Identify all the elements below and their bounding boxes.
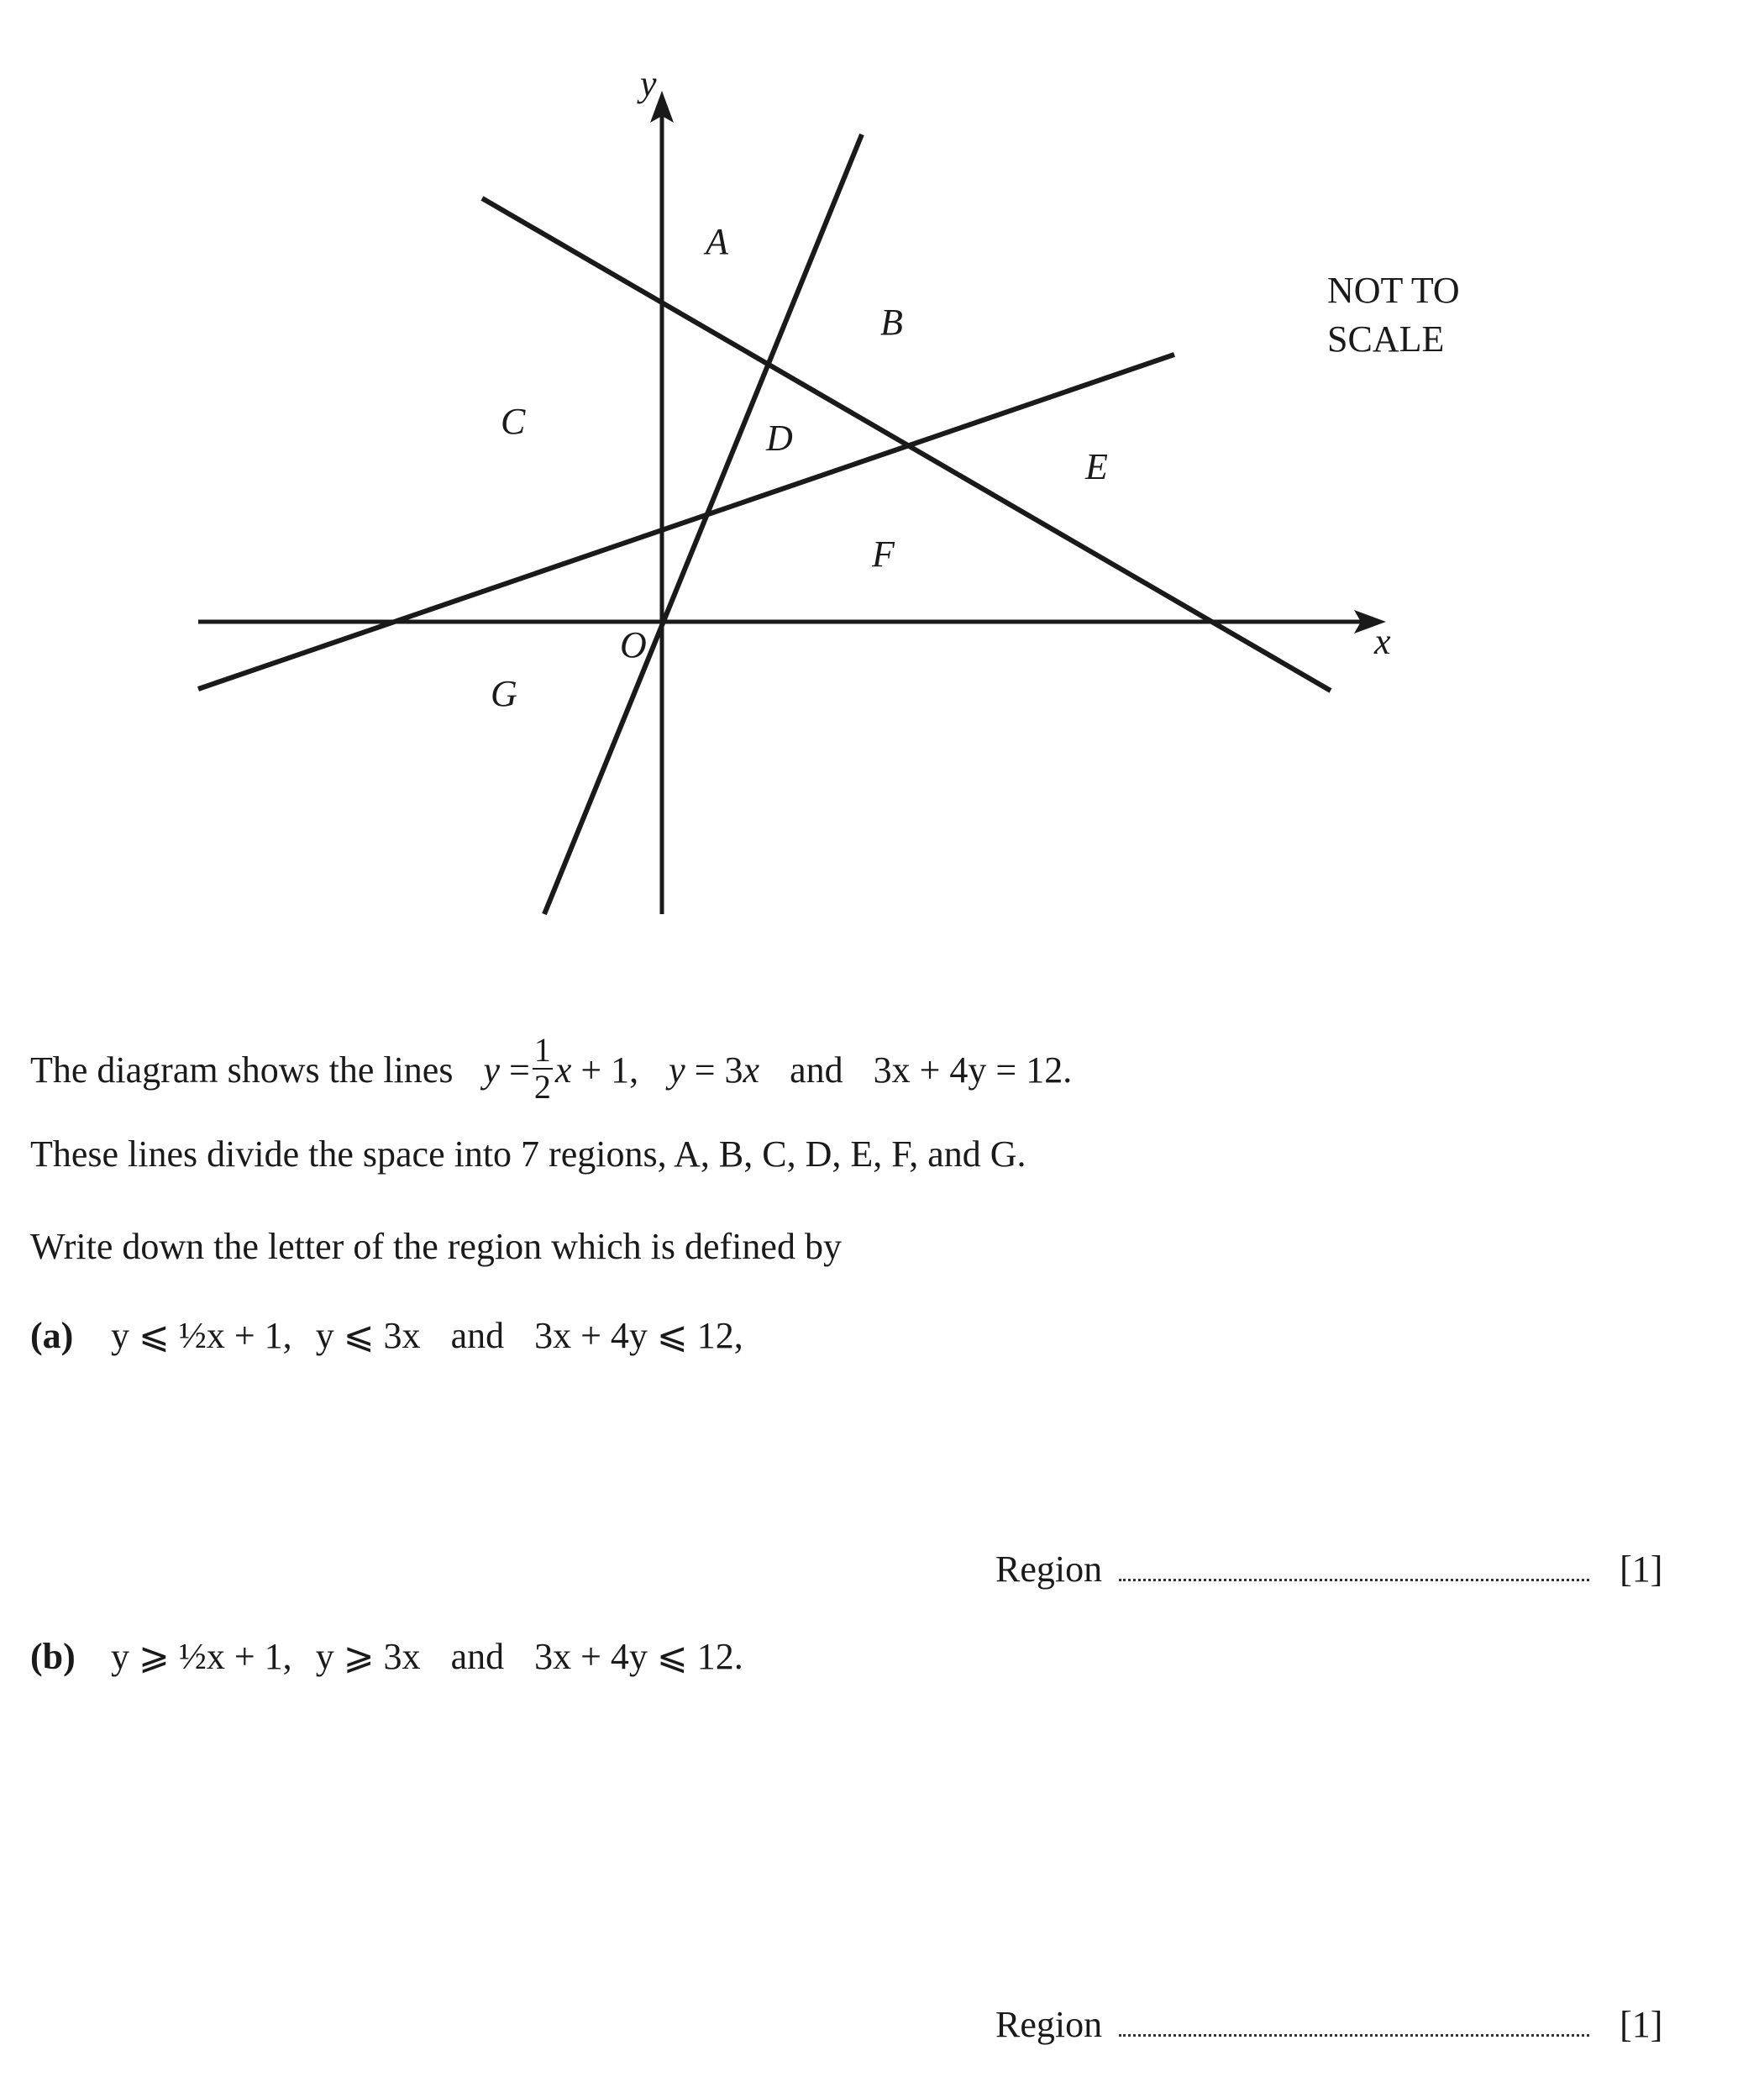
intro-and: and: [790, 1049, 843, 1091]
question-a-condition-1: y ⩽ ½x + 1,: [111, 1315, 292, 1356]
question-a-condition-2: y ⩽ 3x: [315, 1315, 421, 1356]
fraction-one-half: $\frac{1}{2}$: [533, 1031, 551, 1106]
question-b-condition-1: y ⩾ ½x + 1,: [111, 1636, 292, 1677]
answer-b-marks: [1]: [1620, 2004, 1663, 2045]
lines-diagram: [0, 0, 1764, 941]
answer-a-label: Region: [995, 1549, 1103, 1590]
intro-line-2: [30, 1133, 1026, 1175]
x-axis-label: x: [1374, 621, 1391, 662]
answer-row-a: [995, 1551, 1662, 1588]
equation-3: 3x + 4y = 12.: [873, 1049, 1073, 1091]
answer-row-b: [995, 2006, 1662, 2043]
question-b-and: and: [450, 1636, 505, 1677]
not-to-scale-line1: NOT TO: [1327, 270, 1460, 311]
question-b-label: (b): [30, 1636, 76, 1677]
not-to-scale-line2: SCALE: [1327, 318, 1445, 360]
region-label-e: E: [1085, 446, 1108, 487]
answer-a-marks: [1]: [1620, 1549, 1663, 1590]
answer-a-field[interactable]: [1119, 1579, 1589, 1581]
question-b-condition-3: 3x + 4y ⩽ 12.: [534, 1636, 743, 1677]
answer-b-field[interactable]: [1119, 2034, 1589, 2037]
line-3x: [544, 134, 862, 914]
region-label-b: B: [880, 302, 903, 343]
y-axis-label: y: [640, 63, 657, 104]
question-a: [30, 1317, 743, 1354]
intro-line-1: The diagram shows the lines y = $\frac{1}{2}$ x + 1, y = 3x and 3x + 4y = 12.: [30, 1031, 1073, 1106]
line-3x-plus-4y-eq-12: [482, 198, 1331, 691]
region-label-g: G: [491, 673, 517, 714]
intro-prefix: The diagram shows the lines: [30, 1049, 454, 1091]
question-a-label: (a): [30, 1315, 74, 1356]
intro-regions-text: These lines divide the space into 7 regions, A, B, C, D, E, F, and G.: [30, 1133, 1026, 1175]
answer-b-label: Region: [995, 2004, 1103, 2045]
region-label-a: A: [706, 221, 728, 262]
question-b: [30, 1638, 743, 1675]
intro-line-3: [30, 1228, 842, 1265]
origin-label: O: [620, 624, 647, 665]
question-a-condition-3: 3x + 4y ⩽ 12,: [534, 1315, 743, 1356]
question-a-and: and: [450, 1315, 505, 1356]
region-label-c: C: [501, 401, 526, 442]
region-label-f: F: [872, 534, 895, 575]
line-half-x-plus-1: [198, 355, 1174, 689]
question-b-condition-2: y ⩾ 3x: [315, 1636, 421, 1677]
region-label-d: D: [766, 418, 793, 459]
intro-instruction: Write down the letter of the region which is defined by: [30, 1226, 842, 1267]
